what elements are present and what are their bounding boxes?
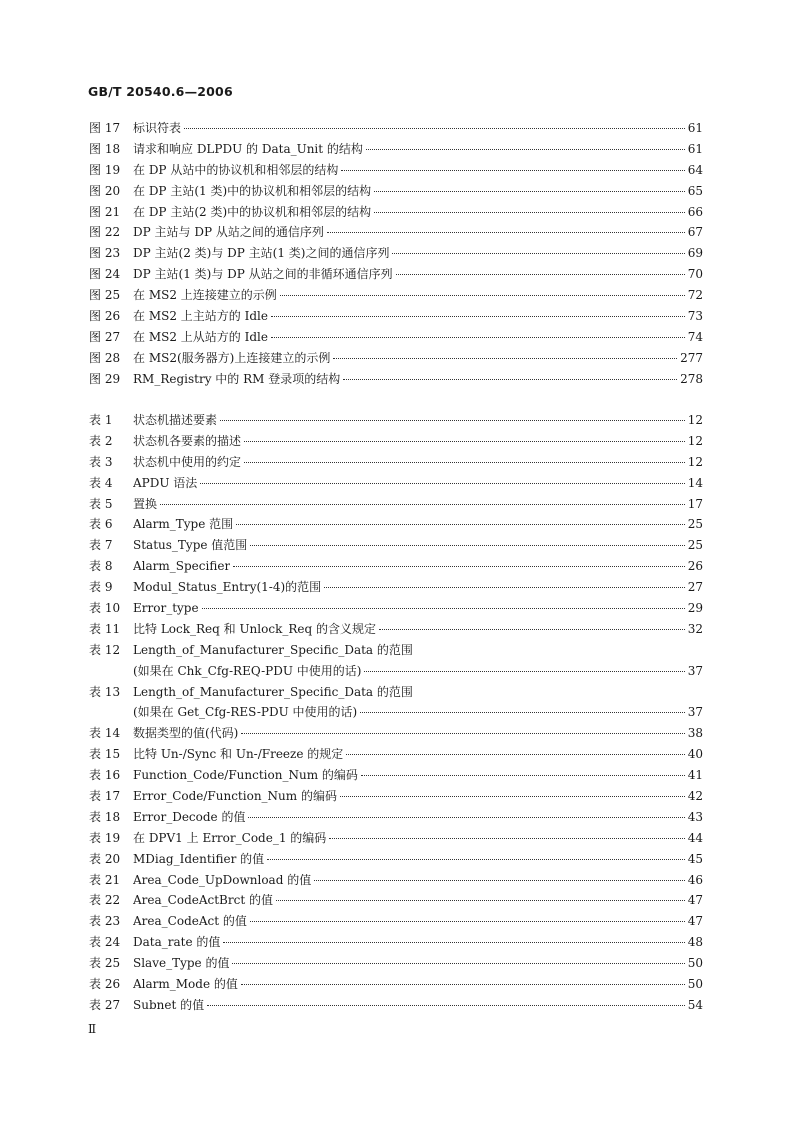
- entry-page: 72: [687, 288, 703, 303]
- entry-title: 在 MS2 上从站方的 Idle: [133, 329, 268, 344]
- toc-entry[interactable]: [89, 203, 703, 224]
- entry-label: 表 5: [89, 496, 113, 511]
- dot-leader: [250, 545, 684, 546]
- entry-page: 73: [687, 309, 703, 324]
- entry-title: Area_CodeActBrct 的值: [133, 893, 273, 908]
- entry-label: 表 20: [89, 851, 121, 866]
- entry-label: 表 6: [89, 517, 113, 532]
- entry-page: 29: [687, 601, 703, 616]
- entry-title: MDiag_Identifier 的值: [133, 851, 265, 866]
- entry-page: 70: [687, 267, 703, 282]
- toc-entry[interactable]: [89, 140, 703, 161]
- entry-label: 表 24: [89, 935, 121, 950]
- dot-leader: [271, 337, 685, 338]
- entry-title: (如果在 Get_Cfg-RES-PDU 中使用的话): [133, 705, 358, 720]
- entry-label: 表 11: [89, 621, 121, 636]
- entry-label: 表 27: [89, 997, 121, 1012]
- entry-title: Alarm_Type 范围: [133, 517, 234, 532]
- dot-leader: [248, 817, 684, 818]
- entry-title: DP 主站与 DP 从站之间的通信序列: [133, 225, 324, 240]
- entry-label: 表 17: [89, 789, 121, 804]
- page-number: Ⅱ: [88, 1022, 97, 1036]
- entry-title: Subnet 的值: [133, 997, 205, 1012]
- entry-label: 表 14: [89, 726, 121, 741]
- dot-leader: [374, 212, 685, 213]
- entry-title: 在 DP 从站中的协议机和相邻层的结构: [133, 162, 339, 177]
- toc-entry[interactable]: [89, 307, 703, 328]
- toc-entry[interactable]: [89, 829, 703, 850]
- toc-entry[interactable]: [89, 787, 703, 808]
- entry-page: 25: [687, 538, 703, 553]
- entry-title: 在 DP 主站(1 类)中的协议机和相邻层的结构: [133, 183, 372, 198]
- toc-entry[interactable]: [89, 912, 703, 933]
- entry-label: 表 2: [89, 433, 113, 448]
- toc-entry[interactable]: [89, 223, 703, 244]
- dot-leader: [374, 191, 685, 192]
- toc-entry[interactable]: [89, 370, 703, 391]
- entry-title: Area_CodeAct 的值: [133, 914, 247, 929]
- toc-entry[interactable]: [89, 328, 703, 349]
- entry-page: 67: [687, 225, 703, 240]
- entry-page: 50: [687, 956, 703, 971]
- entry-label: 图 27: [89, 329, 121, 344]
- entry-label: 表 22: [89, 893, 121, 908]
- entry-page: 43: [687, 809, 703, 824]
- entry-label: 表 7: [89, 538, 113, 553]
- dot-leader: [244, 462, 685, 463]
- entry-page: 41: [687, 768, 703, 783]
- entry-title: 在 MS2(服务器方)上连接建立的示例: [133, 350, 331, 365]
- toc-entry[interactable]: [89, 411, 703, 432]
- entry-label: 图 22: [89, 225, 121, 240]
- toc-entry[interactable]: [89, 850, 703, 871]
- entry-label: 图 17: [89, 121, 121, 135]
- dot-leader: [267, 859, 685, 860]
- entry-title: 比特 Lock_Req 和 Unlock_Req 的含义规定: [133, 621, 376, 636]
- entry-title: 置换: [133, 496, 158, 511]
- toc-entry[interactable]: [89, 766, 703, 787]
- entry-page: 12: [687, 454, 703, 469]
- entry-label: 图 25: [89, 288, 121, 303]
- dot-leader: [232, 963, 684, 964]
- entry-page: 65: [687, 183, 703, 198]
- toc-entry[interactable]: [89, 578, 703, 599]
- entry-label: 表 8: [89, 559, 113, 574]
- dot-leader: [324, 587, 685, 588]
- toc-entry[interactable]: [89, 620, 703, 641]
- entry-page: 48: [687, 935, 703, 950]
- dot-leader: [379, 629, 685, 630]
- entry-page: 47: [687, 893, 703, 908]
- toc-entry[interactable]: [89, 599, 703, 620]
- entry-title: Modul_Status_Entry(1-4)的范围: [133, 580, 322, 595]
- entry-title: (如果在 Chk_Cfg-REQ-PDU 中使用的话): [133, 663, 362, 678]
- entry-page: 61: [687, 141, 703, 156]
- entry-page: 44: [687, 830, 703, 845]
- toc-entry[interactable]: [89, 724, 703, 745]
- toc-entry[interactable]: [89, 933, 703, 954]
- entry-title: DP 主站(2 类)与 DP 主站(1 类)之间的通信序列: [133, 246, 390, 261]
- toc-entry[interactable]: [89, 265, 703, 286]
- entry-title: 数据类型的值(代码): [133, 726, 239, 741]
- entry-label: 表 9: [89, 580, 113, 595]
- entry-page: 26: [687, 559, 703, 574]
- toc-entry[interactable]: [89, 975, 703, 996]
- entry-label: 表 21: [89, 872, 121, 887]
- entry-title: Alarm_Specifier: [133, 559, 231, 574]
- toc-entry[interactable]: [89, 996, 703, 1017]
- entry-label: 图 19: [89, 162, 121, 177]
- entry-title: 在 DP 主站(2 类)中的协议机和相邻层的结构: [133, 204, 372, 219]
- entry-label: 图 24: [89, 267, 121, 282]
- dot-leader: [220, 420, 685, 421]
- toc-entry[interactable]: [89, 515, 703, 536]
- dot-leader: [327, 232, 685, 233]
- dot-leader: [223, 942, 684, 943]
- dot-leader: [361, 775, 685, 776]
- dot-leader: [241, 733, 684, 734]
- entry-label: 表 13: [89, 684, 121, 699]
- entry-label: 表 18: [89, 809, 121, 824]
- figure-list: [89, 119, 703, 391]
- entry-page: 50: [687, 977, 703, 992]
- entry-page: 14: [687, 475, 703, 490]
- toc-entry[interactable]: [89, 119, 703, 140]
- dot-leader: [329, 838, 684, 839]
- toc-entry[interactable]: [89, 662, 703, 683]
- toc-entry[interactable]: [89, 182, 703, 203]
- entry-page: 38: [687, 726, 703, 741]
- entry-title: Length_of_Manufacturer_Specific_Data 的范围: [133, 642, 413, 657]
- table-list: [89, 411, 703, 1017]
- toc-entry[interactable]: [89, 244, 703, 265]
- toc-entry[interactable]: [89, 495, 703, 516]
- entry-page: 278: [680, 371, 703, 386]
- toc-entry[interactable]: [89, 808, 703, 829]
- entry-page: 40: [687, 747, 703, 762]
- dot-leader: [360, 712, 685, 713]
- entry-label: 表 1: [89, 413, 113, 427]
- entry-page: 277: [680, 350, 703, 365]
- toc-entry[interactable]: [89, 683, 703, 704]
- entry-title: Status_Type 值范围: [133, 538, 248, 553]
- dot-leader: [207, 1005, 685, 1006]
- entry-label: 表 26: [89, 977, 121, 992]
- toc-entry[interactable]: [89, 286, 703, 307]
- toc-entry[interactable]: [89, 474, 703, 495]
- toc-entry[interactable]: [89, 891, 703, 912]
- entry-page: 42: [687, 789, 703, 804]
- entry-title: 在 MS2 上连接建立的示例: [133, 288, 277, 303]
- dot-leader: [392, 253, 684, 254]
- entry-page: 32: [687, 621, 703, 636]
- dot-leader: [233, 566, 685, 567]
- entry-page: 69: [687, 246, 703, 261]
- entry-page: 12: [687, 413, 703, 427]
- entry-title: RM_Registry 中的 RM 登录项的结构: [133, 371, 341, 386]
- entry-title: Data_rate 的值: [133, 935, 221, 950]
- dot-leader: [366, 149, 685, 150]
- dot-leader: [280, 295, 685, 296]
- entry-title: APDU 语法: [133, 475, 198, 490]
- dot-leader: [364, 671, 684, 672]
- dot-leader: [236, 524, 685, 525]
- entry-label: 表 3: [89, 454, 113, 469]
- entry-title: 在 MS2 上主站方的 Idle: [133, 309, 268, 324]
- dot-leader: [202, 608, 685, 609]
- entry-label: 表 25: [89, 956, 121, 971]
- entry-title: 请求和响应 DLPDU 的 Data_Unit 的结构: [133, 141, 363, 156]
- toc-entry[interactable]: [89, 161, 703, 182]
- entry-title: Slave_Type 的值: [133, 956, 230, 971]
- entry-title: 状态机描述要素: [133, 413, 218, 427]
- entry-page: 66: [687, 204, 703, 219]
- entry-title: Error_type: [133, 601, 199, 616]
- dot-leader: [241, 984, 685, 985]
- entry-page: 74: [687, 329, 703, 344]
- entry-label: 图 21: [89, 204, 121, 219]
- entry-label: 图 26: [89, 309, 121, 324]
- entry-title: Function_Code/Function_Num 的编码: [133, 768, 358, 783]
- toc-entry[interactable]: [89, 703, 703, 724]
- toc-entry[interactable]: [89, 954, 703, 975]
- entry-label: 表 15: [89, 747, 121, 762]
- entry-page: 12: [687, 433, 703, 448]
- toc-entry[interactable]: [89, 557, 703, 578]
- entry-label: 表 4: [89, 475, 113, 490]
- dot-leader: [341, 170, 684, 171]
- entry-label: 图 29: [89, 371, 121, 386]
- entry-label: 表 10: [89, 601, 121, 616]
- entry-title: DP 主站(1 类)与 DP 从站之间的非循环通信序列: [133, 267, 393, 282]
- entry-page: 45: [687, 851, 703, 866]
- entry-title: 比特 Un-/Sync 和 Un-/Freeze 的规定: [133, 747, 344, 762]
- entry-page: 61: [687, 121, 703, 135]
- entry-page: 64: [687, 162, 703, 177]
- dot-leader: [276, 900, 685, 901]
- entry-title: 标识符表: [133, 121, 182, 135]
- entry-title: Error_Decode 的值: [133, 809, 246, 824]
- dot-leader: [346, 754, 684, 755]
- dot-leader: [343, 379, 677, 380]
- entry-page: 47: [687, 914, 703, 929]
- entry-title: Area_Code_UpDownload 的值: [133, 872, 312, 887]
- toc-entry[interactable]: [89, 453, 703, 474]
- dot-leader: [314, 880, 685, 881]
- entry-title: 在 DPV1 上 Error_Code_1 的编码: [133, 830, 327, 845]
- entry-title: Length_of_Manufacturer_Specific_Data 的范围: [133, 684, 413, 699]
- entry-page: 37: [687, 705, 703, 720]
- entry-label: 图 18: [89, 141, 121, 156]
- toc-entry[interactable]: [89, 641, 703, 662]
- entry-page: 46: [687, 872, 703, 887]
- entry-title: 状态机中使用的约定: [133, 454, 242, 469]
- toc-entry[interactable]: [89, 536, 703, 557]
- entry-page: 37: [687, 663, 703, 678]
- entry-page: 25: [687, 517, 703, 532]
- entry-label: 表 16: [89, 768, 121, 783]
- entry-page: 54: [687, 997, 703, 1012]
- dot-leader: [244, 441, 685, 442]
- dot-leader: [340, 796, 685, 797]
- document-code: GB/T 20540.6—2006: [88, 84, 233, 99]
- entry-label: 表 23: [89, 914, 121, 929]
- dot-leader: [250, 921, 685, 922]
- dot-leader: [200, 483, 684, 484]
- entry-title: Error_Code/Function_Num 的编码: [133, 789, 337, 804]
- entry-page: 27: [687, 580, 703, 595]
- entry-title: 状态机各要素的描述: [133, 433, 242, 448]
- entry-label: 图 23: [89, 246, 121, 261]
- entry-title: Alarm_Mode 的值: [133, 977, 238, 992]
- toc-entry[interactable]: [89, 745, 703, 766]
- toc-entry[interactable]: [89, 349, 703, 370]
- entry-label: 图 28: [89, 350, 121, 365]
- dot-leader: [271, 316, 685, 317]
- dot-leader: [333, 358, 677, 359]
- toc-entry[interactable]: [89, 871, 703, 892]
- dot-leader: [184, 128, 685, 129]
- entry-label: 表 12: [89, 642, 121, 657]
- entry-label: 表 19: [89, 830, 121, 845]
- dot-leader: [160, 504, 685, 505]
- toc-entry[interactable]: [89, 432, 703, 453]
- entry-label: 图 20: [89, 183, 121, 198]
- entry-page: 17: [687, 496, 703, 511]
- dot-leader: [396, 274, 685, 275]
